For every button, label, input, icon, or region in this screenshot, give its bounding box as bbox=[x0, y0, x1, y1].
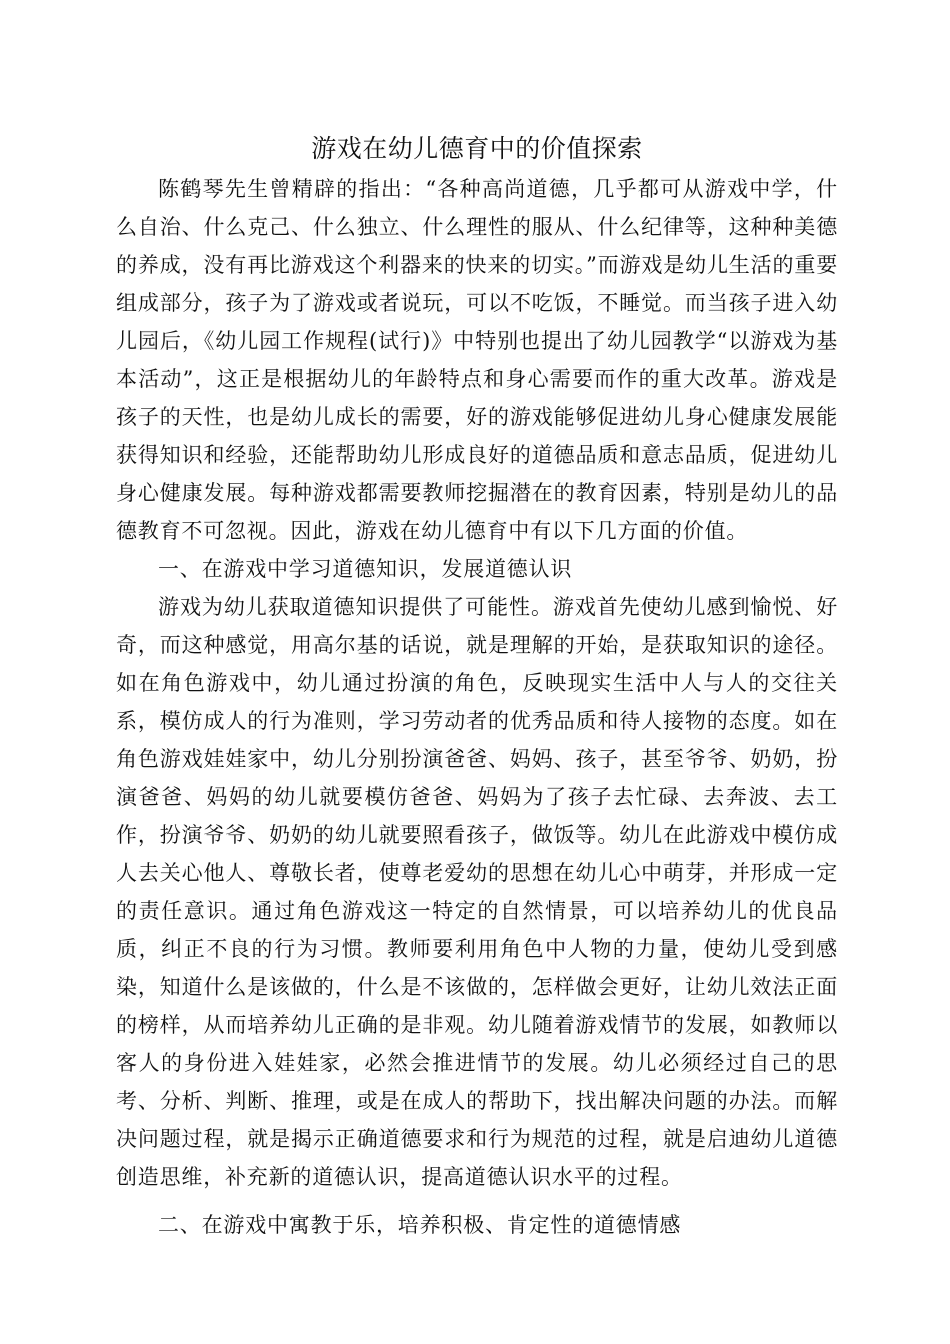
intro-paragraph: 陈鹤琴先生曾精辟的指出：“各种高尚道德，几乎都可从游戏中学，什么自治、什么克己、什么独立、什么理性的服从、什么纪律等，这种种美德的养成，没有再比游戏这个利器来的快来的切实。”而游戏是幼儿生活的重要组成部分，孩子为了游戏或者说玩，可以不吃饭，不睡觉。而当孩子进入幼儿园后，《幼儿园工作规程(试行)》中特别也提出了幼儿园教学“以游戏为基本活动”，这正是根据幼儿的年龄特点和身心需要而作的重大改革。游戏是孩子的天性，也是幼儿成长的需要，好的游戏能够促进幼儿身心健康发展能获得知识和经验，还能帮助幼儿形成良好的道德品质和意志品质，促进幼儿身心健康发展。每种游戏都需要教师挖掘潜在的教育因素，特别是幼儿的品德教育不可忽视。因此，游戏在幼儿德育中有以下几方面的价值。 bbox=[116, 177, 838, 543]
document-title: 游戏在幼儿德育中的价值探索 bbox=[311, 134, 643, 163]
section-heading-1: 一、在游戏中学习道德知识，发展道德认识 bbox=[158, 557, 573, 581]
section-body-1: 游戏为幼儿获取道德知识提供了可能性。游戏首先使幼儿感到愉悦、好奇，而这种感觉，用高尔基的话说，就是理解的开始，是获取知识的途径。如在角色游戏中，幼儿通过扮演的角色，反映现实生活中人与人的交往关系，模仿成人的行为准则，学习劳动者的优秀品质和待人接物的态度。如在角色游戏娃娃家中，幼儿分别扮演爸爸、妈妈、孩子，甚至爷爷、奶奶，扮演爸爸、妈妈的幼儿就要模仿爸爸、妈妈为了孩子去忙碌、去奔波、去工作，扮演爷爷、奶奶的幼儿就要照看孩子，做饭等。幼儿在此游戏中模仿成人去关心他人、尊敬长者，使尊老爱幼的思想在幼儿心中萌芽，并形成一定的责任意识。通过角色游戏这一特定的自然情景，可以培养幼儿的优良品质，纠正不良的行为习惯。教师要利用角色中人物的力量，使幼儿受到感染，知道什么是该做的，什么是不该做的，怎样做会更好，让幼儿效法正面的榜样，从而培养幼儿正确的是非观。幼儿随着游戏情节的发展，如教师以客人的身份进入娃娃家，必然会推进情节的发展。幼儿必须经过自己的思考、分析、判断、推理，或是在成人的帮助下，找出解决问题的办法。而解决问题过程，就是揭示正确道德要求和行为规范的过程，就是启迪幼儿道德创造思维，补充新的道德认识，提高道德认识水平的过程。 bbox=[116, 595, 838, 1189]
document-content bbox=[116, 128, 838, 1244]
section-heading-2: 二、在游戏中寓教于乐，培养积极、肯定性的道德情感 bbox=[158, 1213, 682, 1237]
